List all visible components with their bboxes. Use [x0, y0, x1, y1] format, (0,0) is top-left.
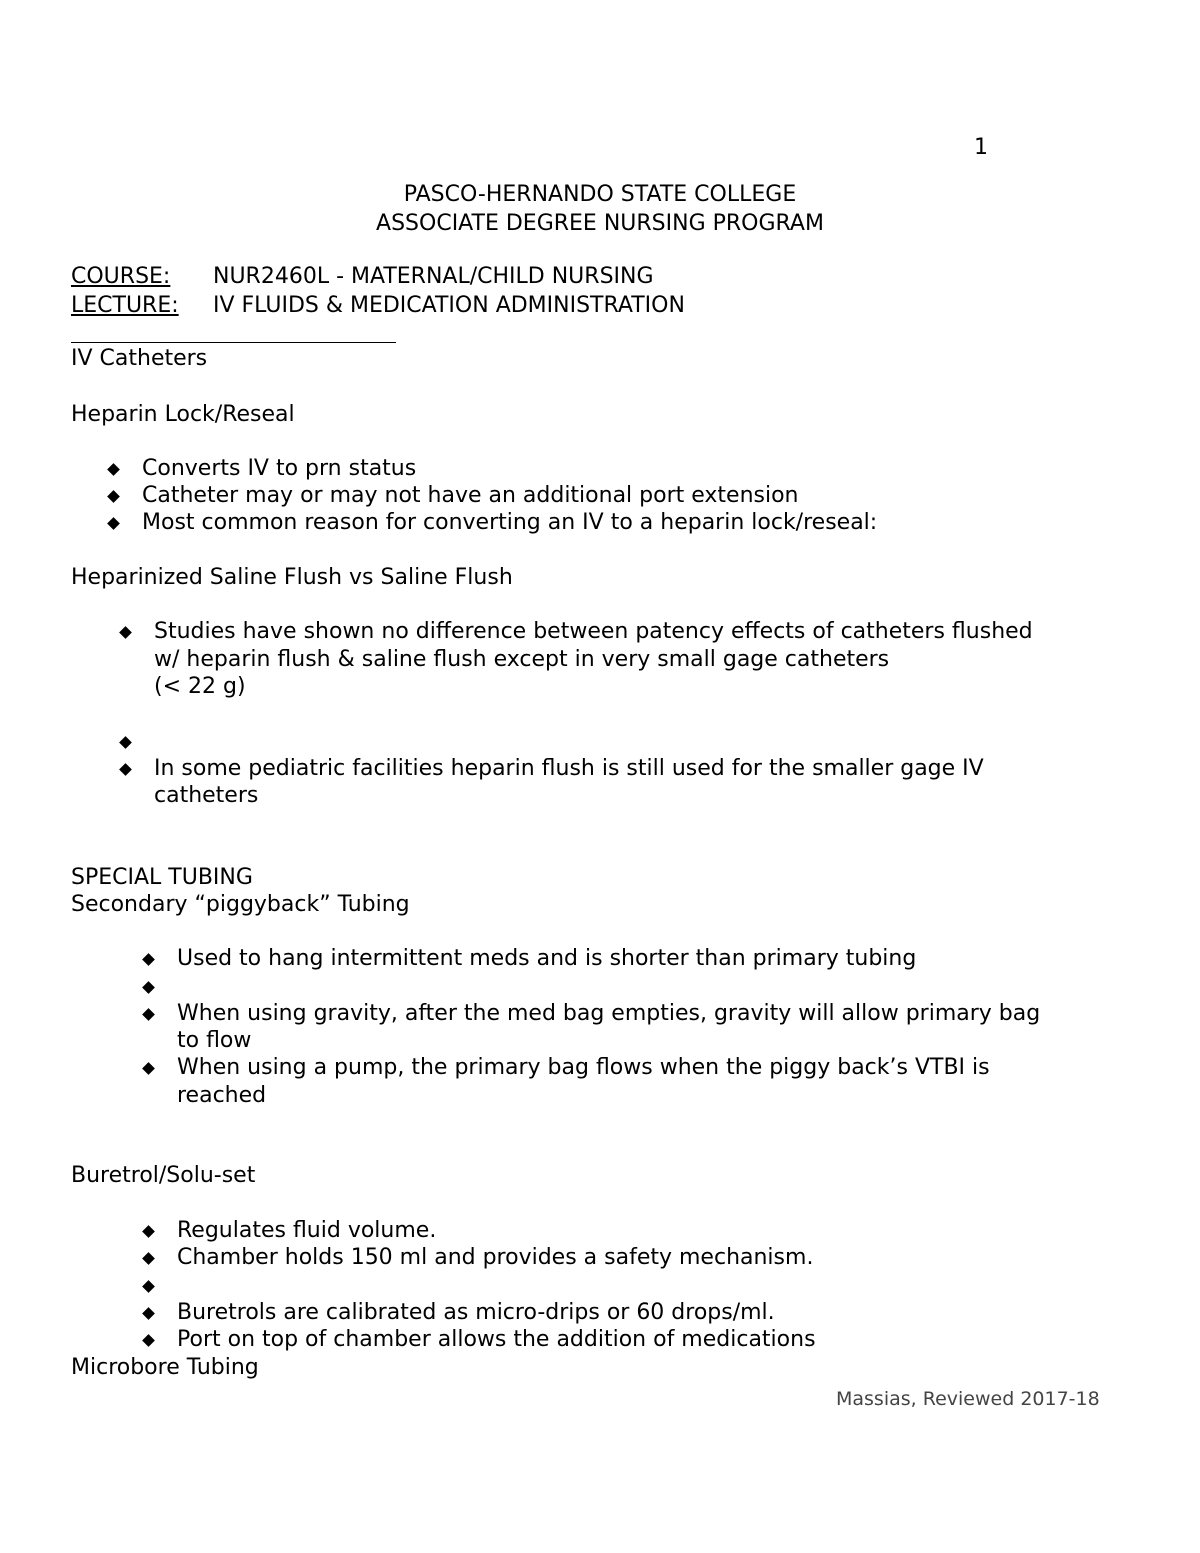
footer-author-review: Massias, Reviewed 2017-18 [836, 1388, 1100, 1410]
diamond-bullet-icon [142, 953, 155, 966]
diamond-bullet-icon [107, 490, 120, 503]
subheading-heparin-lock: Heparin Lock/Reseal [71, 402, 295, 427]
diamond-bullet-icon [142, 981, 155, 994]
divider-rule [71, 342, 396, 343]
lecture-label: LECTURE: [71, 293, 179, 318]
page-number: 1 [974, 135, 988, 160]
list-item: Regulates fluid volume. [177, 1218, 437, 1243]
diamond-bullet-icon [142, 1334, 155, 1347]
course-label: COURSE: [71, 264, 171, 289]
section-heading-iv-catheters: IV Catheters [71, 346, 208, 371]
diamond-bullet-icon [142, 1008, 155, 1021]
list-item: Buretrols are calibrated as micro-drips or 60 drops/ml. [177, 1300, 775, 1325]
list-item: When using gravity, after the med bag empties, gravity will allow primary bag [177, 1001, 1041, 1026]
diamond-bullet-icon [107, 463, 120, 476]
subheading-flush: Heparinized Saline Flush vs Saline Flush [71, 565, 513, 590]
diamond-bullet-icon [142, 1280, 155, 1293]
list-item-continuation: (< 22 g) [154, 674, 246, 699]
diamond-bullet-icon [142, 1225, 155, 1238]
list-item: Converts IV to prn status [142, 456, 417, 481]
diamond-bullet-icon [119, 626, 132, 639]
list-item-continuation: to flow [177, 1028, 252, 1053]
list-item-continuation: reached [177, 1083, 267, 1108]
subheading-microbore: Microbore Tubing [71, 1355, 259, 1380]
list-item: Studies have shown no difference between patency effects of catheters flushed [154, 619, 1033, 644]
list-item-continuation: w/ heparin flush & saline flush except in very small gage catheters [154, 647, 890, 672]
diamond-bullet-icon [119, 736, 132, 749]
subheading-piggyback: Secondary “piggyback” Tubing [71, 892, 410, 917]
lecture-value: IV FLUIDS & MEDICATION ADMINISTRATION [213, 293, 685, 318]
diamond-bullet-icon [142, 1062, 155, 1075]
college-title: PASCO-HERNANDO STATE COLLEGE [403, 182, 797, 207]
list-item: When using a pump, the primary bag flows when the piggy back’s VTBI is [177, 1055, 990, 1080]
course-value: NUR2460L - MATERNAL/CHILD NURSING [213, 264, 654, 289]
list-item: In some pediatric facilities heparin flush is still used for the smaller gage IV [154, 756, 984, 781]
list-item: Port on top of chamber allows the addition of medications [177, 1327, 816, 1352]
diamond-bullet-icon [119, 763, 132, 776]
diamond-bullet-icon [142, 1252, 155, 1265]
subheading-buretrol: Buretrol/Solu-set [71, 1163, 256, 1188]
section-heading-special-tubing: SPECIAL TUBING [71, 865, 253, 890]
list-item: Most common reason for converting an IV to a heparin lock/reseal: [142, 510, 878, 535]
diamond-bullet-icon [107, 517, 120, 530]
list-item-continuation: catheters [154, 783, 259, 808]
diamond-bullet-icon [142, 1307, 155, 1320]
list-item: Used to hang intermittent meds and is shorter than primary tubing [177, 946, 917, 971]
list-item: Chamber holds 150 ml and provides a safety mechanism. [177, 1245, 814, 1270]
list-item: Catheter may or may not have an additional port extension [142, 483, 799, 508]
program-title: ASSOCIATE DEGREE NURSING PROGRAM [376, 211, 824, 236]
